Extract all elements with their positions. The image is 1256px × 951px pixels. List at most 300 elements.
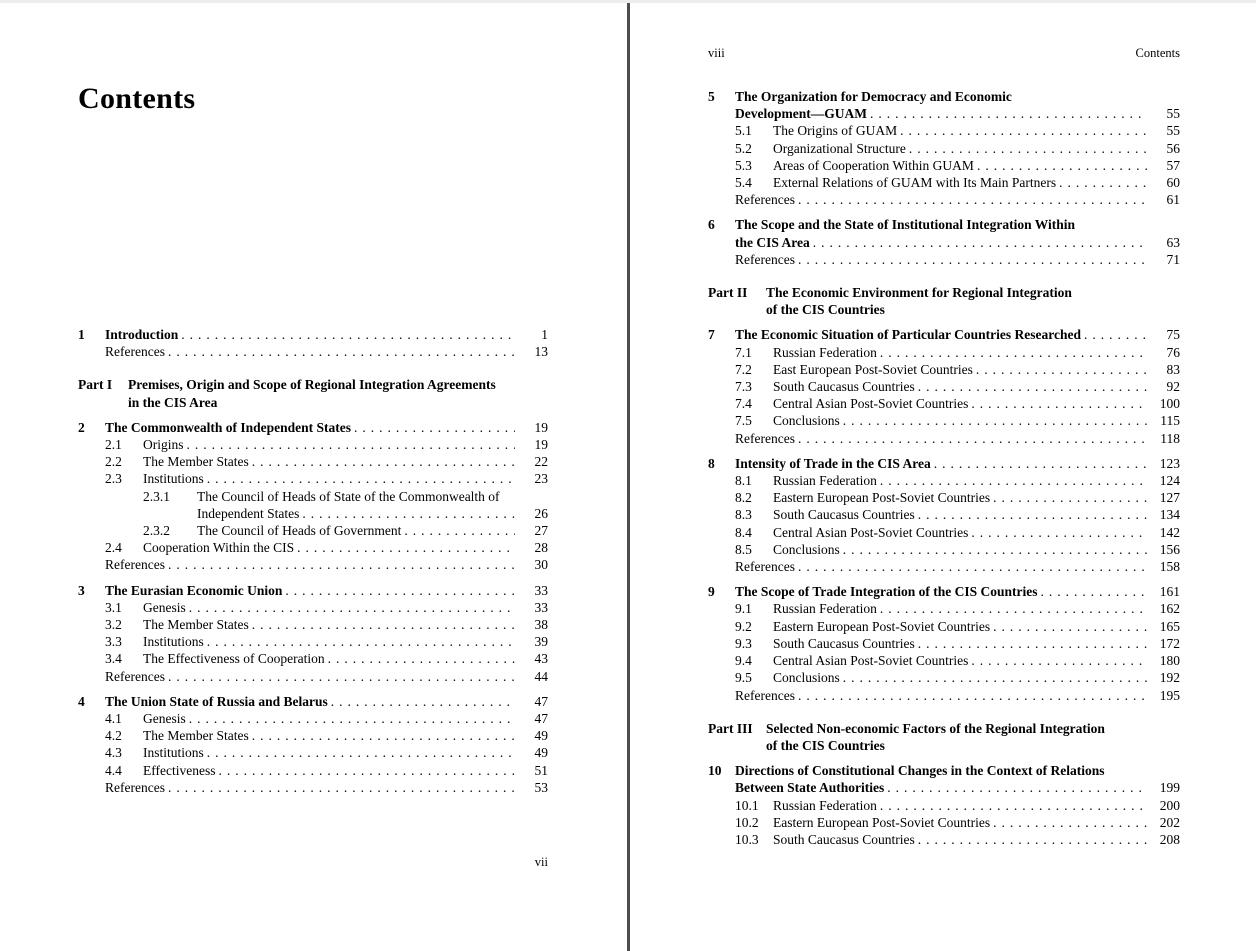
toc-chapter-row bbox=[78, 419, 548, 436]
toc-entry-number: 9.2 bbox=[735, 618, 752, 634]
toc-chapter-row bbox=[708, 583, 1180, 600]
toc-chapter-row bbox=[78, 326, 548, 343]
toc-entry-title: Russian Federation bbox=[773, 344, 877, 360]
toc-section-row bbox=[78, 633, 548, 650]
toc-page-number: 39 bbox=[534, 634, 548, 650]
right-page bbox=[630, 0, 1256, 951]
toc-entry-number: Part III bbox=[708, 720, 753, 736]
toc-section-row bbox=[708, 831, 1180, 848]
toc-entry-title: South Caucasus Countries bbox=[773, 831, 915, 847]
toc-entry-number: 5.4 bbox=[735, 175, 752, 191]
toc-entry-number: 8.1 bbox=[735, 473, 752, 489]
toc-section-row bbox=[708, 635, 1180, 652]
toc-page-number: 49 bbox=[534, 728, 548, 744]
toc-references-row bbox=[708, 191, 1180, 208]
toc-page-number: 55 bbox=[1166, 123, 1180, 139]
toc-section-row bbox=[708, 157, 1180, 174]
toc-page-number: 165 bbox=[1159, 618, 1180, 634]
toc-page-number: 51 bbox=[534, 762, 548, 778]
dot-leader bbox=[934, 455, 1147, 472]
dot-leader bbox=[168, 343, 515, 360]
toc-page-number: 55 bbox=[1166, 106, 1180, 122]
toc-entry-title: the CIS Area bbox=[735, 234, 810, 250]
left-page-folio: vii bbox=[534, 855, 548, 869]
toc-entry-number: 10.2 bbox=[735, 814, 759, 830]
toc-section-row bbox=[78, 470, 548, 487]
dot-leader bbox=[328, 650, 515, 667]
toc-page-number: 124 bbox=[1159, 473, 1180, 489]
toc-entry-number: 3.1 bbox=[105, 599, 122, 615]
toc-page-number: 61 bbox=[1166, 192, 1180, 208]
toc-entry-title: References bbox=[735, 430, 795, 446]
toc-references-row bbox=[78, 556, 548, 573]
toc-page-number: 63 bbox=[1166, 234, 1180, 250]
toc-page-number: 38 bbox=[534, 617, 548, 633]
toc-entry-title: The Member States bbox=[143, 454, 249, 470]
toc-page-number: 53 bbox=[534, 779, 548, 795]
toc-entry-title: The Member States bbox=[143, 728, 249, 744]
toc-chapter-row bbox=[78, 693, 548, 710]
dot-leader bbox=[880, 600, 1147, 617]
toc-references-row bbox=[78, 343, 548, 360]
dot-leader bbox=[297, 539, 515, 556]
toc-chapter-row bbox=[708, 88, 1180, 105]
toc-section-row bbox=[78, 650, 548, 667]
toc-entry-title: Conclusions bbox=[773, 413, 840, 429]
toc-chapter-block bbox=[708, 762, 1180, 848]
toc-chapter-block bbox=[708, 583, 1180, 703]
dot-leader bbox=[971, 652, 1147, 669]
toc-subsection-row bbox=[78, 522, 548, 539]
dot-leader bbox=[798, 251, 1147, 268]
toc-entry-title: Russian Federation bbox=[773, 797, 877, 813]
dot-leader bbox=[900, 122, 1147, 139]
toc-page-number: 23 bbox=[534, 471, 548, 487]
dot-leader bbox=[918, 378, 1147, 395]
toc-page-number: 71 bbox=[1166, 251, 1180, 267]
toc-entry-number: 2.3.1 bbox=[143, 488, 170, 504]
toc-page-number: 195 bbox=[1159, 687, 1180, 703]
toc-page-number: 13 bbox=[534, 344, 548, 360]
dot-leader bbox=[354, 419, 515, 436]
toc-entry-number: 8.3 bbox=[735, 507, 752, 523]
toc-entry-number: 10 bbox=[708, 763, 722, 779]
dot-leader bbox=[252, 453, 515, 470]
toc-entry-number: 4 bbox=[78, 693, 85, 709]
toc-entry-number: 2.3 bbox=[105, 471, 122, 487]
toc-entry-number: 4.4 bbox=[105, 762, 122, 778]
toc-entry-title: of the CIS Countries bbox=[766, 302, 885, 318]
toc-entry-title: Development—GUAM bbox=[735, 106, 867, 122]
toc-chapter-block bbox=[708, 455, 1180, 575]
toc-entry-number: 8.4 bbox=[735, 524, 752, 540]
toc-entry-title: References bbox=[105, 557, 165, 573]
toc-entry-number: 7 bbox=[708, 327, 715, 343]
toc-page-number: 22 bbox=[534, 454, 548, 470]
toc-section-row bbox=[78, 599, 548, 616]
toc-entry-title: Institutions bbox=[143, 745, 204, 761]
toc-entry-number: 3.2 bbox=[105, 617, 122, 633]
toc-entry-title: The Scope of Trade Integration of the CIS Countries bbox=[735, 584, 1038, 600]
running-head-title: Contents bbox=[1135, 46, 1180, 60]
toc-section-row bbox=[708, 412, 1180, 429]
dot-leader bbox=[993, 814, 1147, 831]
toc-entry-title: of the CIS Countries bbox=[766, 737, 885, 753]
toc-section-row bbox=[708, 541, 1180, 558]
toc-entry-number: 4.2 bbox=[105, 728, 122, 744]
toc-chapter-block bbox=[78, 693, 548, 796]
toc-section-row bbox=[708, 600, 1180, 617]
toc-part-row bbox=[78, 376, 548, 393]
toc-entry-title: Central Asian Post-Soviet Countries bbox=[773, 524, 969, 540]
toc-section-row bbox=[708, 506, 1180, 523]
dot-leader bbox=[798, 430, 1147, 447]
left-text-block bbox=[78, 84, 548, 796]
toc-entry-title: Russian Federation bbox=[773, 601, 877, 617]
toc-entry-title: References bbox=[105, 668, 165, 684]
toc-page-number: 161 bbox=[1159, 584, 1180, 600]
toc-entry-number: 5.3 bbox=[735, 157, 752, 173]
toc-entry-number: 5 bbox=[708, 89, 715, 104]
toc-entry-number: 7.4 bbox=[735, 396, 752, 412]
dot-leader bbox=[976, 361, 1147, 378]
dot-leader bbox=[1041, 583, 1148, 600]
dot-leader bbox=[993, 489, 1147, 506]
toc-page-number: 19 bbox=[534, 419, 548, 435]
toc-entry-title: South Caucasus Countries bbox=[773, 635, 915, 651]
toc-entry-number: 3.3 bbox=[105, 634, 122, 650]
toc-section-row bbox=[708, 652, 1180, 669]
dot-leader bbox=[189, 710, 515, 727]
toc-entry-title: The Economic Environment for Regional Integration bbox=[766, 285, 1072, 301]
toc-page-number: 92 bbox=[1166, 379, 1180, 395]
toc-references-row bbox=[708, 687, 1180, 704]
toc-page-number: 28 bbox=[534, 540, 548, 556]
toc-entry-number: 8.5 bbox=[735, 541, 752, 557]
toc-section-row bbox=[708, 669, 1180, 686]
running-head bbox=[708, 45, 1180, 62]
toc-page-number: 33 bbox=[534, 582, 548, 598]
dot-leader bbox=[331, 693, 515, 710]
toc-entry-title: Genesis bbox=[143, 599, 186, 615]
toc-entry-number: 2.1 bbox=[105, 437, 122, 453]
dot-leader bbox=[977, 157, 1147, 174]
toc-entry-number: 9.3 bbox=[735, 635, 752, 651]
toc-section-row bbox=[708, 618, 1180, 635]
toc-left-column bbox=[78, 326, 548, 796]
toc-page-number: 134 bbox=[1159, 507, 1180, 523]
dot-leader bbox=[971, 395, 1147, 412]
running-head-folio: viii bbox=[708, 46, 725, 60]
toc-subsection-row bbox=[78, 488, 548, 505]
toc-section-row bbox=[78, 453, 548, 470]
toc-entry-number: 9.5 bbox=[735, 670, 752, 686]
toc-part-row bbox=[708, 284, 1180, 301]
toc-page-number: 60 bbox=[1166, 175, 1180, 191]
dot-leader bbox=[918, 635, 1147, 652]
top-border bbox=[0, 0, 1256, 3]
toc-page-number: 162 bbox=[1159, 601, 1180, 617]
toc-entry-title: Eastern European Post-Soviet Countries bbox=[773, 814, 991, 830]
toc-page-number: 43 bbox=[534, 651, 548, 667]
dot-leader bbox=[880, 344, 1147, 361]
toc-entry-number: 9.4 bbox=[735, 653, 752, 669]
toc-page-number: 208 bbox=[1159, 831, 1180, 847]
toc-page-number: 127 bbox=[1159, 490, 1180, 506]
toc-entry-number: 4.1 bbox=[105, 711, 122, 727]
right-text-block bbox=[708, 45, 1180, 848]
toc-page-number: 172 bbox=[1159, 635, 1180, 651]
toc-entry-title: Conclusions bbox=[773, 670, 840, 686]
toc-entry-number: 3.4 bbox=[105, 651, 122, 667]
toc-page-number: 1 bbox=[541, 327, 548, 342]
toc-entry-title: References bbox=[105, 344, 165, 360]
toc-entry-title: Independent States bbox=[197, 505, 300, 521]
toc-entry-title: Cooperation Within the CIS bbox=[143, 540, 295, 556]
dot-leader bbox=[843, 541, 1147, 558]
toc-page-number: 27 bbox=[534, 523, 548, 539]
toc-entry-title: South Caucasus Countries bbox=[773, 379, 915, 395]
toc-entry-title: Intensity of Trade in the CIS Area bbox=[735, 455, 931, 471]
toc-entry-number: 2.4 bbox=[105, 540, 122, 556]
toc-entry-number: Part II bbox=[708, 285, 748, 301]
toc-entry-number: 4.3 bbox=[105, 745, 122, 761]
toc-page-number: 75 bbox=[1166, 327, 1180, 343]
toc-entry-title: The Scope and the State of Institutional Integration Within bbox=[735, 217, 1076, 233]
toc-section-row bbox=[708, 122, 1180, 139]
toc-page-number: 47 bbox=[534, 711, 548, 727]
toc-section-row bbox=[78, 710, 548, 727]
dot-leader bbox=[798, 191, 1147, 208]
toc-entry-number: 5.2 bbox=[735, 140, 752, 156]
dot-leader bbox=[813, 234, 1147, 251]
toc-entry-title: Institutions bbox=[143, 634, 204, 650]
toc-entry-number: 7.1 bbox=[735, 344, 752, 360]
toc-section-row bbox=[708, 140, 1180, 157]
dot-leader bbox=[870, 105, 1147, 122]
toc-page-number: 49 bbox=[534, 745, 548, 761]
dot-leader bbox=[285, 582, 515, 599]
toc-part-continuation-row bbox=[708, 301, 1180, 318]
toc-part-block bbox=[708, 720, 1180, 754]
toc-chapter-continuation-row bbox=[708, 234, 1180, 251]
toc-page-number: 47 bbox=[534, 693, 548, 709]
toc-chapter-row bbox=[78, 582, 548, 599]
dot-leader bbox=[207, 470, 515, 487]
toc-entry-title: The Commonwealth of Independent States bbox=[105, 419, 352, 435]
dot-leader bbox=[207, 744, 515, 761]
toc-page-number: 26 bbox=[534, 505, 548, 521]
dot-leader bbox=[909, 140, 1147, 157]
toc-entry-title: Effectiveness bbox=[143, 762, 216, 778]
dot-leader bbox=[880, 472, 1147, 489]
dot-leader bbox=[168, 779, 515, 796]
toc-page-number: 199 bbox=[1159, 780, 1180, 796]
toc-entry-title: The Eurasian Economic Union bbox=[105, 582, 283, 598]
toc-entry-number: 8.2 bbox=[735, 490, 752, 506]
toc-chapter-block bbox=[708, 216, 1180, 268]
toc-chapter-row bbox=[708, 762, 1180, 779]
toc-entry-title: Russian Federation bbox=[773, 473, 877, 489]
dot-leader bbox=[918, 506, 1147, 523]
dot-leader bbox=[971, 524, 1147, 541]
toc-part-block bbox=[78, 376, 548, 410]
toc-entry-number: Part I bbox=[78, 377, 113, 393]
toc-entry-number: 8 bbox=[708, 455, 715, 471]
toc-page-number: 19 bbox=[534, 437, 548, 453]
toc-section-row bbox=[708, 395, 1180, 412]
toc-entry-title: Genesis bbox=[143, 711, 186, 727]
toc-section-row bbox=[708, 814, 1180, 831]
toc-chapter-block bbox=[78, 419, 548, 574]
toc-page-number: 200 bbox=[1159, 797, 1180, 813]
dot-leader bbox=[207, 633, 515, 650]
toc-section-row bbox=[708, 472, 1180, 489]
dot-leader bbox=[252, 616, 515, 633]
dot-leader bbox=[1059, 174, 1147, 191]
toc-entry-title: Eastern European Post-Soviet Countries bbox=[773, 490, 991, 506]
toc-entry-title: Central Asian Post-Soviet Countries bbox=[773, 653, 969, 669]
toc-page-number: 100 bbox=[1159, 396, 1180, 412]
toc-section-row bbox=[708, 361, 1180, 378]
toc-chapter-block bbox=[78, 326, 548, 360]
toc-entry-title: The Effectiveness of Cooperation bbox=[143, 651, 325, 667]
toc-page-number: 115 bbox=[1160, 413, 1180, 429]
toc-page-number: 202 bbox=[1159, 814, 1180, 830]
toc-entry-title: Institutions bbox=[143, 471, 204, 487]
toc-references-row bbox=[78, 668, 548, 685]
toc-page-number: 57 bbox=[1166, 157, 1180, 173]
dot-leader bbox=[843, 412, 1147, 429]
toc-part-row bbox=[708, 720, 1180, 737]
dot-leader bbox=[189, 599, 515, 616]
dot-leader bbox=[218, 762, 515, 779]
toc-page-number: 158 bbox=[1159, 559, 1180, 575]
toc-page-number: 56 bbox=[1166, 140, 1180, 156]
toc-page-number: 192 bbox=[1159, 670, 1180, 686]
toc-entry-title: Central Asian Post-Soviet Countries bbox=[773, 396, 969, 412]
toc-chapter-block bbox=[708, 326, 1180, 446]
toc-section-row bbox=[708, 344, 1180, 361]
toc-chapter-row bbox=[708, 455, 1180, 472]
toc-entry-title: Selected Non-economic Factors of the Regional Integration bbox=[766, 720, 1105, 736]
toc-chapter-row bbox=[708, 216, 1180, 233]
toc-page-number: 76 bbox=[1166, 344, 1180, 360]
dot-leader bbox=[302, 505, 515, 522]
toc-section-row bbox=[708, 489, 1180, 506]
toc-subsection-continuation-row bbox=[78, 505, 548, 522]
toc-part-continuation-row bbox=[708, 737, 1180, 754]
toc-references-row bbox=[708, 558, 1180, 575]
toc-section-row bbox=[78, 727, 548, 744]
dot-leader bbox=[168, 668, 515, 685]
contents-heading: Contents bbox=[78, 82, 196, 115]
toc-page-number: 156 bbox=[1159, 541, 1180, 557]
page-gutter-divider bbox=[627, 0, 630, 951]
toc-page-number: 83 bbox=[1166, 361, 1180, 377]
dot-leader bbox=[404, 522, 515, 539]
toc-chapter-continuation-row bbox=[708, 105, 1180, 122]
toc-section-row bbox=[78, 744, 548, 761]
toc-entry-title: Eastern European Post-Soviet Countries bbox=[773, 618, 991, 634]
dot-leader bbox=[993, 618, 1147, 635]
toc-entry-title: Conclusions bbox=[773, 541, 840, 557]
toc-page-number: 30 bbox=[534, 557, 548, 573]
toc-entry-title: Organizational Structure bbox=[773, 140, 906, 156]
dot-leader bbox=[918, 831, 1147, 848]
dot-leader bbox=[798, 687, 1147, 704]
toc-chapter-row bbox=[708, 326, 1180, 343]
toc-entry-title: The Member States bbox=[143, 617, 249, 633]
toc-entry-number: 9.1 bbox=[735, 601, 752, 617]
dot-leader bbox=[887, 779, 1147, 796]
toc-entry-number: 10.3 bbox=[735, 831, 759, 847]
toc-references-row bbox=[78, 779, 548, 796]
toc-entry-number: 5.1 bbox=[735, 123, 752, 139]
toc-entry-title: References bbox=[105, 779, 165, 795]
toc-entry-title: Introduction bbox=[105, 327, 179, 342]
toc-part-block bbox=[708, 284, 1180, 318]
toc-section-row bbox=[78, 436, 548, 453]
toc-entry-number: 3 bbox=[78, 582, 85, 598]
dot-leader bbox=[252, 727, 515, 744]
toc-section-row bbox=[78, 762, 548, 779]
toc-chapter-continuation-row bbox=[708, 779, 1180, 796]
toc-entry-title: Origins bbox=[143, 437, 184, 453]
toc-page-number: 44 bbox=[534, 668, 548, 684]
dot-leader bbox=[880, 797, 1147, 814]
toc-page-number: 118 bbox=[1160, 430, 1180, 446]
toc-section-row bbox=[708, 797, 1180, 814]
toc-entry-title: South Caucasus Countries bbox=[773, 507, 915, 523]
dot-leader bbox=[843, 669, 1147, 686]
toc-entry-title: The Organization for Democracy and Economic bbox=[735, 89, 1012, 104]
toc-entry-title: References bbox=[735, 251, 795, 267]
toc-entry-title: Areas of Cooperation Within GUAM bbox=[773, 157, 974, 173]
toc-entry-title: References bbox=[735, 192, 795, 208]
dot-leader bbox=[181, 326, 515, 343]
toc-entry-number: 6 bbox=[708, 217, 715, 233]
toc-entry-number: 7.5 bbox=[735, 413, 752, 429]
toc-page-number: 123 bbox=[1159, 455, 1180, 471]
toc-entry-number: 2.3.2 bbox=[143, 523, 170, 539]
toc-section-row bbox=[78, 616, 548, 633]
toc-right-column bbox=[708, 88, 1180, 848]
toc-entry-title: Between State Authorities bbox=[735, 780, 885, 796]
toc-part-continuation-row bbox=[78, 394, 548, 411]
toc-entry-number: 2.2 bbox=[105, 454, 122, 470]
toc-section-row bbox=[708, 174, 1180, 191]
toc-entry-number: 2 bbox=[78, 419, 85, 435]
dot-leader bbox=[187, 436, 516, 453]
toc-entry-number: 9 bbox=[708, 584, 715, 600]
dot-leader bbox=[798, 558, 1147, 575]
toc-entry-title: East European Post-Soviet Countries bbox=[773, 361, 973, 377]
toc-entry-number: 10.1 bbox=[735, 797, 759, 813]
toc-entry-title: External Relations of GUAM with Its Main Partners bbox=[773, 175, 1057, 191]
toc-section-row bbox=[78, 539, 548, 556]
toc-entry-number: 1 bbox=[78, 327, 85, 342]
toc-chapter-block bbox=[78, 582, 548, 685]
toc-entry-title: in the CIS Area bbox=[128, 394, 218, 410]
toc-page-number: 142 bbox=[1159, 524, 1180, 540]
toc-entry-title: References bbox=[735, 559, 795, 575]
toc-section-row bbox=[708, 524, 1180, 541]
toc-references-row bbox=[708, 430, 1180, 447]
toc-section-row bbox=[708, 378, 1180, 395]
toc-entry-title: References bbox=[735, 687, 795, 703]
left-page bbox=[0, 0, 627, 951]
